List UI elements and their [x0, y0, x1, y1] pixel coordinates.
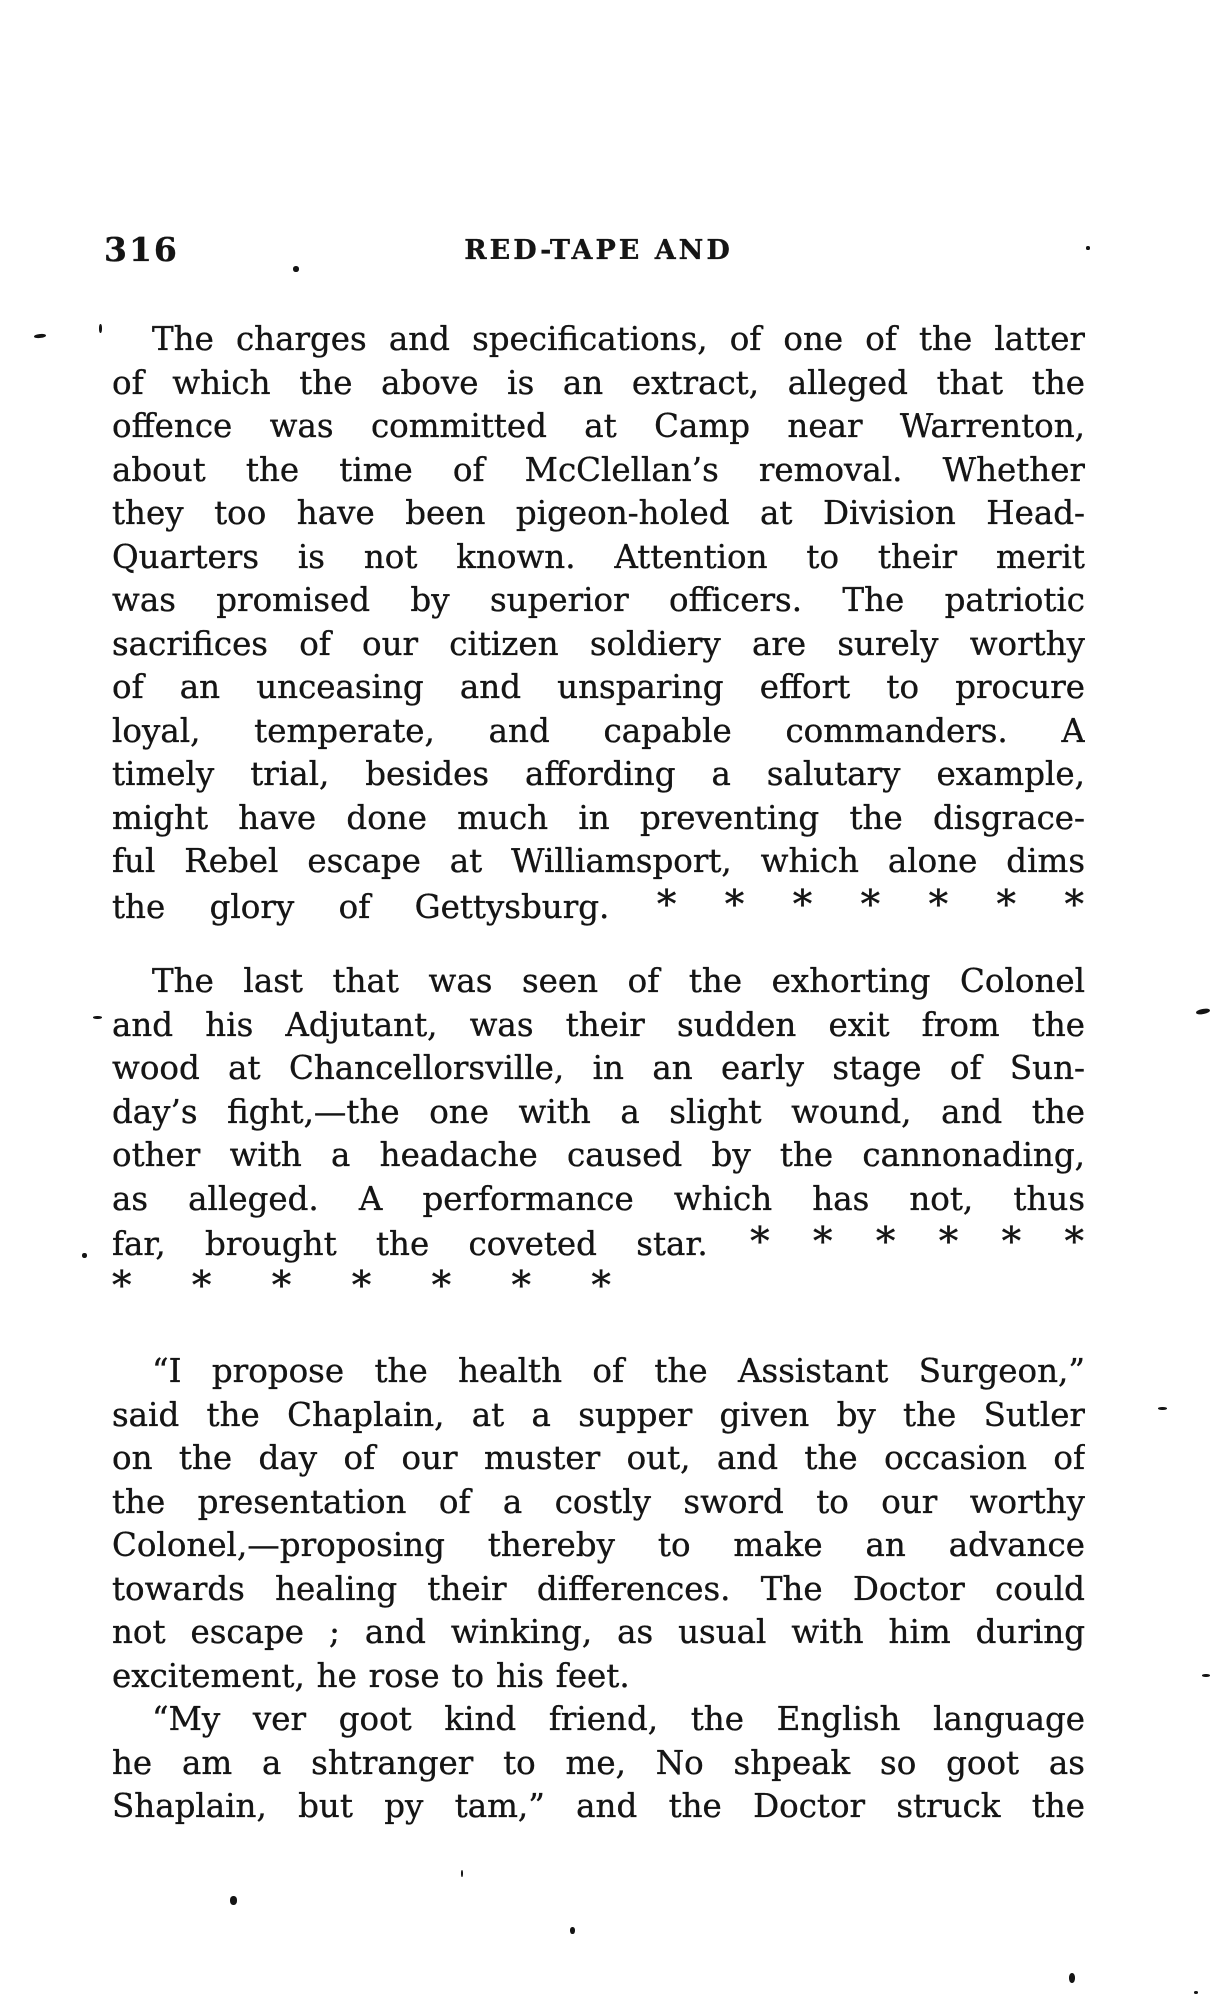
text-line: might have done much in preventing the disgrace-	[112, 798, 1085, 837]
ink-speck	[93, 1016, 102, 1019]
ink-speck	[1158, 1407, 1167, 1410]
asterisk-row: * * * * * * *	[609, 883, 1085, 927]
text-line: timely trial, besides affording a salutary example,	[112, 755, 1085, 793]
ink-speck	[34, 333, 46, 338]
text-line: was promised by superior officers. The patriotic	[112, 581, 1085, 619]
text-line: they too have been pigeon-holed at Division Head-	[112, 494, 1085, 532]
text-line: towards healing their differences. The Doctor could	[112, 1569, 1085, 1608]
paragraph	[112, 1350, 1085, 1698]
line-text: far, brought the coveted star.	[112, 1225, 708, 1263]
text-line: loyal, temperate, and capable commanders. A	[112, 711, 1085, 750]
text-line: Quarters is not known. Attention to their merit	[112, 537, 1085, 576]
ink-speck	[1202, 1674, 1210, 1677]
text-line: said the Chaplain, at a supper given by the Sutler	[112, 1395, 1085, 1434]
paragraph	[112, 318, 1085, 927]
text-line: other with a headache caused by the cannonading,	[112, 1136, 1085, 1174]
text-line	[112, 884, 1085, 928]
ink-speck	[461, 1870, 463, 1877]
ink-speck	[570, 1927, 575, 1934]
text-block	[112, 318, 1085, 1829]
text-line: as alleged. A performance which has not, thus	[112, 1179, 1085, 1218]
text-line: sacrifices of our citizen soldiery are surely worthy	[112, 624, 1085, 663]
text-line: on the day of our muster out, and the occasion of	[112, 1439, 1085, 1477]
text-line: and his Adjutant, was their sudden exit from the	[112, 1005, 1085, 1044]
text-line: not escape ; and winking, as usual with him during	[112, 1613, 1085, 1651]
text-line: of which the above is an extract, alleged that the	[112, 363, 1085, 402]
paragraph	[112, 960, 1085, 1308]
text-line: he am a shtranger to me, No shpeak so goot as	[112, 1743, 1085, 1782]
text-line: about the time of McClellan’s removal. Whether	[112, 450, 1085, 489]
text-line: wood at Chancellorsville, in an early stage of Sun-	[112, 1049, 1085, 1087]
line-text: the glory of Gettysburg.	[112, 887, 610, 926]
asterisk-row: * * * * * * *	[112, 1264, 612, 1308]
text-line: day’s fight,—the one with a slight wound, and the	[112, 1092, 1085, 1131]
ink-speck	[1086, 246, 1090, 250]
running-header: RED-TAPE AND	[464, 235, 733, 266]
ink-speck	[1196, 1008, 1211, 1015]
ink-speck	[99, 324, 102, 333]
text-line: the presentation of a costly sword to our worthy	[112, 1482, 1085, 1521]
text-line: of an unceasing and unsparing effort to procure	[112, 668, 1085, 706]
ink-speck	[1069, 1973, 1075, 1983]
text-line: “I propose the health of the Assistant Surgeon,”	[152, 1352, 1085, 1390]
text-line: “My ver goot kind friend, the English language	[152, 1700, 1085, 1738]
paragraph	[112, 1698, 1085, 1829]
ink-speck	[293, 266, 299, 272]
text-line: offence was committed at Camp near Warrenton,	[112, 407, 1085, 445]
text-line: The charges and specifications, of one of the latter	[152, 320, 1085, 358]
text-line: ful Rebel escape at Williamsport, which alone dims	[112, 842, 1085, 880]
page-number: 316	[104, 230, 179, 269]
ink-speck	[82, 1253, 87, 1258]
asterisk-row: * * * * * *	[707, 1221, 1085, 1265]
ink-speck	[1194, 1991, 1198, 1994]
text-line: Shaplain, but py tam,” and the Doctor struck the	[112, 1787, 1085, 1825]
text-line: excitement, he rose to his feet.	[112, 1656, 630, 1695]
text-line	[112, 1265, 1085, 1309]
text-line: Colonel,—proposing thereby to make an advance	[112, 1526, 1085, 1564]
ink-speck	[230, 1896, 237, 1905]
text-line: The last that was seen of the exhorting Colonel	[152, 962, 1085, 1000]
text-line	[112, 1221, 1085, 1265]
